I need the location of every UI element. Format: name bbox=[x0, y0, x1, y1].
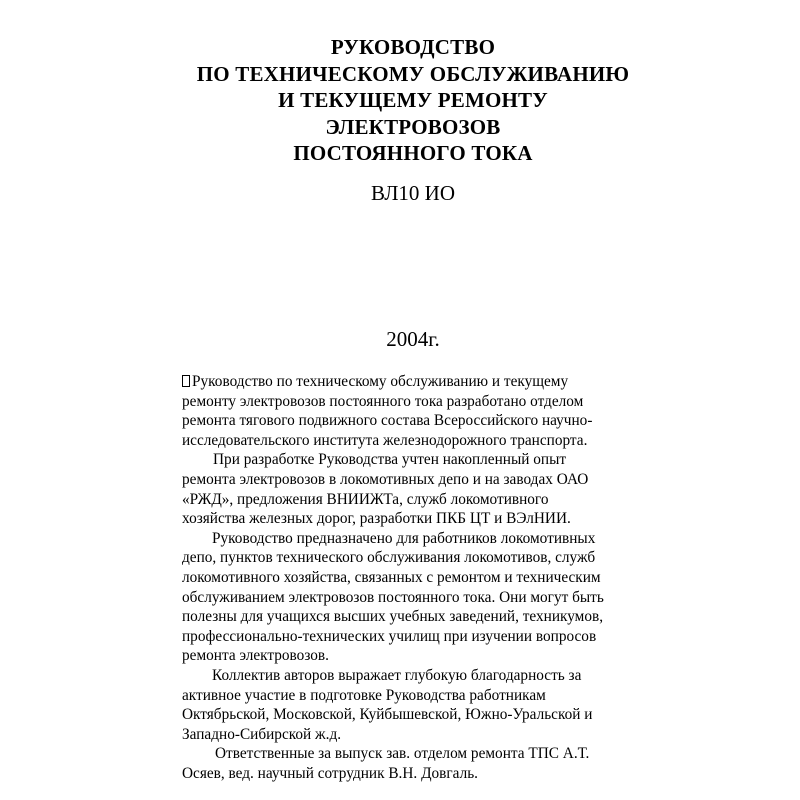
body-line: При разработке Руководства учтен накопленный опыт bbox=[213, 451, 567, 469]
body-line: Руководство предназначено для работников локомотивных bbox=[212, 529, 596, 547]
publication-year: 2004г. bbox=[386, 327, 440, 351]
body-line: исследовательского института железнодорожного транспорта. bbox=[182, 431, 588, 449]
title-line: РУКОВОДСТВО bbox=[330, 35, 496, 59]
title-line: ЭЛЕКТРОВОЗОВ bbox=[325, 114, 501, 139]
body-line: депо, пунктов технического обслуживания локомотивов, служб bbox=[182, 549, 596, 567]
missing-glyph-icon bbox=[182, 375, 190, 387]
body-line: полезны для учащихся высших учебных заведений, техникумов, bbox=[182, 608, 604, 626]
paragraph-audience bbox=[182, 529, 652, 666]
title-line: И ТЕКУЩЕМУ РЕМОНТУ bbox=[278, 88, 548, 112]
body-line: активное участие в подготовке Руководства работникам bbox=[182, 686, 546, 704]
paragraph-development bbox=[182, 450, 652, 528]
document-title bbox=[0, 34, 800, 167]
body-line: обслуживанием электровозов постоянного тока. Они могут быть bbox=[182, 588, 604, 606]
body-line: Осяев, вед. научный сотрудник В.Н. Довгаль. bbox=[182, 764, 479, 782]
body-line: Октябрьской, Московской, Куйбышевской, Южно-Уральской и bbox=[182, 706, 593, 724]
body-line: Ответственные за выпуск зав. отделом ремонта ТПС А.Т. bbox=[215, 745, 590, 763]
body-line: «РЖД», предложения ВНИИЖТа, служб локомотивного bbox=[182, 490, 549, 508]
body-line: ремонту электровозов постоянного тока разработано отделом bbox=[182, 392, 584, 410]
paragraph-intro bbox=[182, 372, 652, 450]
body-line-text: Руководство по техническому обслуживанию и текущему bbox=[192, 373, 569, 390]
body-line: локомотивного хозяйства, связанных с ремонтом и техническим bbox=[182, 568, 601, 586]
body-line: ремонта электровозов. bbox=[182, 647, 329, 665]
locomotive-model: ВЛ10 ИО bbox=[370, 181, 456, 205]
body-line bbox=[182, 372, 652, 392]
title-line: ПО ТЕХНИЧЕСКОМУ ОБСЛУЖИВАНИЮ bbox=[196, 61, 630, 86]
body-line: профессионально-технических училищ при изучении вопросов bbox=[182, 627, 597, 645]
title-line: ПОСТОЯННОГО ТОКА bbox=[293, 141, 533, 165]
paragraph-acknowledgements bbox=[182, 666, 652, 744]
body-line: ремонта электровозов в локомотивных депо и на заводах ОАО bbox=[182, 470, 589, 488]
body-line: ремонта тягового подвижного состава Всероссийского научно- bbox=[182, 412, 593, 430]
body-line: хозяйства железных дорог, разработки ПКБ ЦТ и ВЭлНИИ. bbox=[182, 510, 571, 528]
paragraph-responsible bbox=[182, 744, 652, 783]
document-body bbox=[182, 372, 652, 783]
body-line: Коллектив авторов выражает глубокую благодарность за bbox=[212, 666, 582, 684]
body-line: Западно-Сибирской ж.д. bbox=[182, 725, 342, 743]
